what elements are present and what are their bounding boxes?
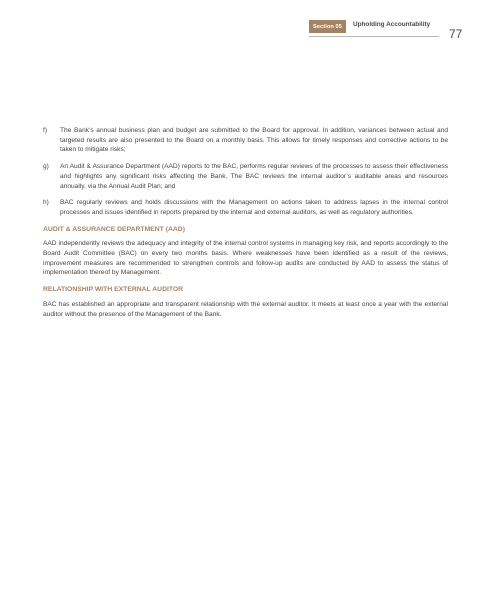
- section-heading: RELATIONSHIP WITH EXTERNAL AUDITOR: [43, 286, 184, 294]
- list-item-label: g): [43, 163, 49, 171]
- section-title: Upholding Accountability: [353, 21, 431, 28]
- list-item: [43, 162, 448, 191]
- section-badge: Section 05: [309, 20, 346, 33]
- page-header: [309, 18, 467, 38]
- list-item-label: f): [43, 127, 48, 134]
- section-paragraph: BAC has established an appropriate and transparent relationship with the external auditor. It meets at least once a year with the external auditor without the presence of the Management of the Bank.: [43, 300, 448, 318]
- list-item: [43, 126, 448, 155]
- list-item-text: The Bank’s annual business plan and budget are submitted to the Board for approval. In addition, variances between actual and targeted results are also presented to the Board on a monthly basis. This allows for timely responses and corrective actions to be taken to mitigate risks;: [60, 127, 448, 154]
- list-item-text: BAC regularly reviews and holds discussions with the Management on actions taken to address lapses in the internal control processes and issues identified in reports prepared by the internal and external auditors, as well as regulatory authorities.: [60, 199, 448, 216]
- list-item-text: An Audit & Assurance Department (AAD) reports to the BAC, performs regular reviews of the processes to assess their effectiveness and highlights any significant risks affecting the Bank. The BAC reviews the internal auditor’s auditable areas and resources annually, via the Annual Audit Plan; and: [60, 163, 448, 190]
- section-heading: AUDIT & ASSURANCE DEPARTMENT (AAD): [43, 225, 185, 233]
- main-content: [43, 126, 448, 326]
- list-item-label: h): [43, 199, 49, 207]
- list-item: [43, 198, 448, 217]
- section-paragraph: AAD independently reviews the adequacy and integrity of the internal control systems in managing key risk, and reports accordingly to the Board Audit Committee (BAC) on every two months basis. Where weaknesses have been identified as a result of the reviews, improvement measures are recommended to strengthen controls and follow-up audits are conducted by AAD to assess the status of implementation thereof by Management.: [43, 240, 448, 277]
- header-rule: [309, 36, 439, 37]
- page-number: 77: [449, 27, 463, 41]
